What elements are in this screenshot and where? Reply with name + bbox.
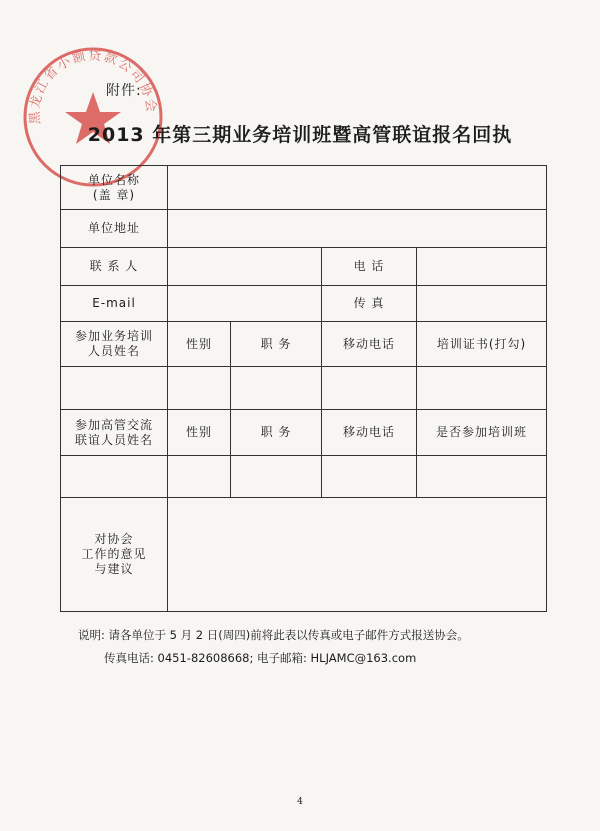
contact-person-field[interactable]: [168, 248, 322, 286]
contact-info-line: 传真电话: 0451-82608668; 电子邮箱: HLJAMC@163.com: [104, 651, 417, 665]
fax-field[interactable]: [417, 286, 547, 322]
training-position-header: 职 务: [231, 322, 322, 367]
page-title: 2013 年第三期业务培训班暨高管联谊报名回执: [87, 124, 513, 146]
fax-label: 传 真: [322, 286, 417, 322]
exec-mobile-field[interactable]: [322, 456, 417, 498]
training-mobile-header: 移动电话: [322, 322, 417, 367]
email-label: E-mail: [61, 286, 168, 322]
registration-form-table: [60, 165, 547, 612]
opinion-field[interactable]: [168, 498, 547, 612]
training-gender-field[interactable]: [168, 367, 231, 410]
seal-text: 黑龙江省小额贷款公司协会: [27, 48, 159, 125]
training-mobile-field[interactable]: [322, 367, 417, 410]
phone-label: 电 话: [322, 248, 417, 286]
instructions-line-1: 说明: 请各单位于 5 月 2 日(周四)前将此表以传真或电子邮件方式报送协会。: [78, 628, 469, 642]
unit-name-field[interactable]: [168, 166, 547, 210]
training-gender-header: 性别: [168, 322, 231, 367]
exec-gender-header: 性别: [168, 410, 231, 456]
exec-mobile-header: 移动电话: [322, 410, 417, 456]
phone-field[interactable]: [417, 248, 547, 286]
email-field[interactable]: [168, 286, 322, 322]
instructions: [78, 624, 469, 670]
attachment-label: 附件:: [106, 83, 142, 99]
exec-attend-header: 是否参加培训班: [417, 410, 547, 456]
exec-attend-field[interactable]: [417, 456, 547, 498]
page-number: 4: [297, 797, 303, 807]
unit-address-field[interactable]: [168, 210, 547, 248]
opinion-label: 对协会 工作的意见 与建议: [61, 498, 168, 612]
exec-position-header: 职 务: [231, 410, 322, 456]
unit-address-label: 单位地址: [61, 210, 168, 248]
training-certificate-header: 培训证书(打勾): [417, 322, 547, 367]
unit-name-label: 单位名称 (盖 章): [61, 166, 168, 210]
training-name-header: 参加业务培训 人员姓名: [61, 322, 168, 367]
contact-person-label: 联 系 人: [61, 248, 168, 286]
exec-position-field[interactable]: [231, 456, 322, 498]
training-position-field[interactable]: [231, 367, 322, 410]
exec-gender-field[interactable]: [168, 456, 231, 498]
exec-name-field[interactable]: [61, 456, 168, 498]
exec-name-header: 参加高管交流 联谊人员姓名: [61, 410, 168, 456]
training-certificate-field[interactable]: [417, 367, 547, 410]
training-name-field[interactable]: [61, 367, 168, 410]
